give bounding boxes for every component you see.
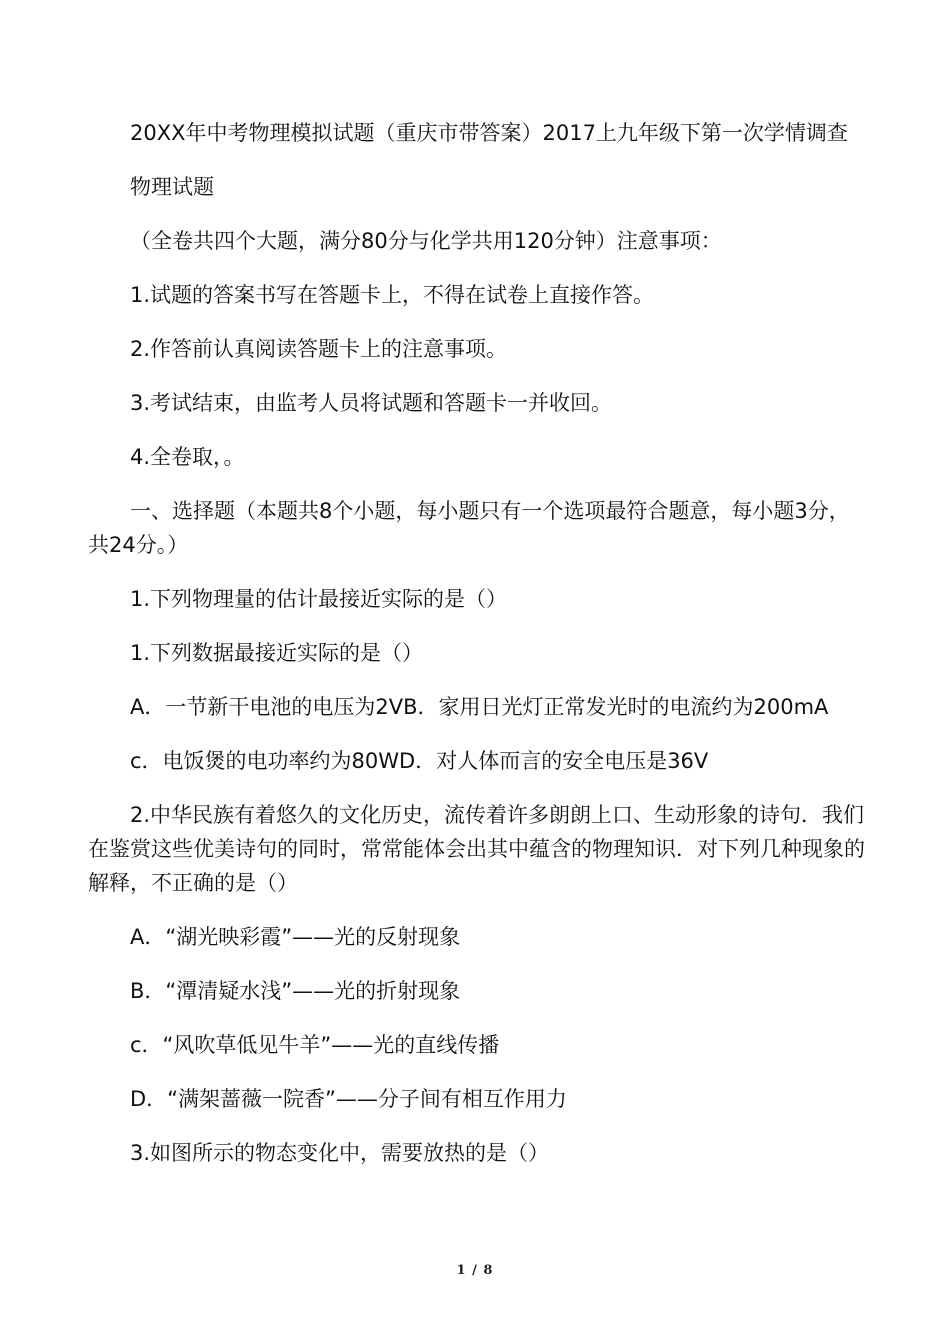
question-3-stem: 3.如图所示的物态变化中，需要放热的是（） [130,1141,550,1165]
section-title: 物理试题 [130,175,214,199]
question-2-option-c: c．“风吹草低见牛羊”——光的直线传播 [130,1033,500,1057]
page-indicator: 1 / 8 [456,1263,494,1278]
question-1-alt-stem: 1.下列数据最接近实际的是（） [130,641,424,665]
exam-title: 20XX年中考物理模拟试题（重庆市带答案）2017上九年级下第一次学情调查 [130,121,848,145]
question-2-option-b: B．“潭清疑水浅”——光的折射现象 [130,979,461,1003]
question-2-stem: 2.中华民族有着悠久的文化历史，流传着许多朗朗上口、生动形象的诗句．我们在鉴赏这些优美诗句的同时，常常能体会出其中蕴含的物理知识．对下列几种现象的解释，不正确的是（） [88,803,865,895]
document-body [88,116,868,1190]
question-1-options-ab: A．一节新干电池的电压为2VB．家用日光灯正常发光时的电流约为200mA [130,695,829,719]
section-heading-choice: 一、选择题（本题共8个小题，每小题只有一个选项最符合题意，每小题3分，共24分。） [88,499,850,557]
instruction-3: 3.考试结束，由监考人员将试题和答题卡一并收回。 [130,391,613,415]
question-2-option-d: D．“满架蔷薇一院香”——分子间有相互作用力 [130,1087,567,1111]
instruction-4: 4.全卷取，。 [130,445,245,469]
question-1-stem: 1.下列物理量的估计最接近实际的是（） [130,587,508,611]
instruction-1: 1.试题的答案书写在答题卡上，不得在试卷上直接作答。 [130,283,655,307]
question-2-option-a: A．“湖光映彩霞”——光的反射现象 [130,925,461,949]
instruction-2: 2.作答前认真阅读答题卡上的注意事项。 [130,337,508,361]
exam-note: （全卷共四个大题，满分80分与化学共用120分钟）注意事项： [130,229,722,253]
question-1-options-cd: c．电饭煲的电功率约为80WD．对人体而言的安全电压是36V [130,749,709,773]
